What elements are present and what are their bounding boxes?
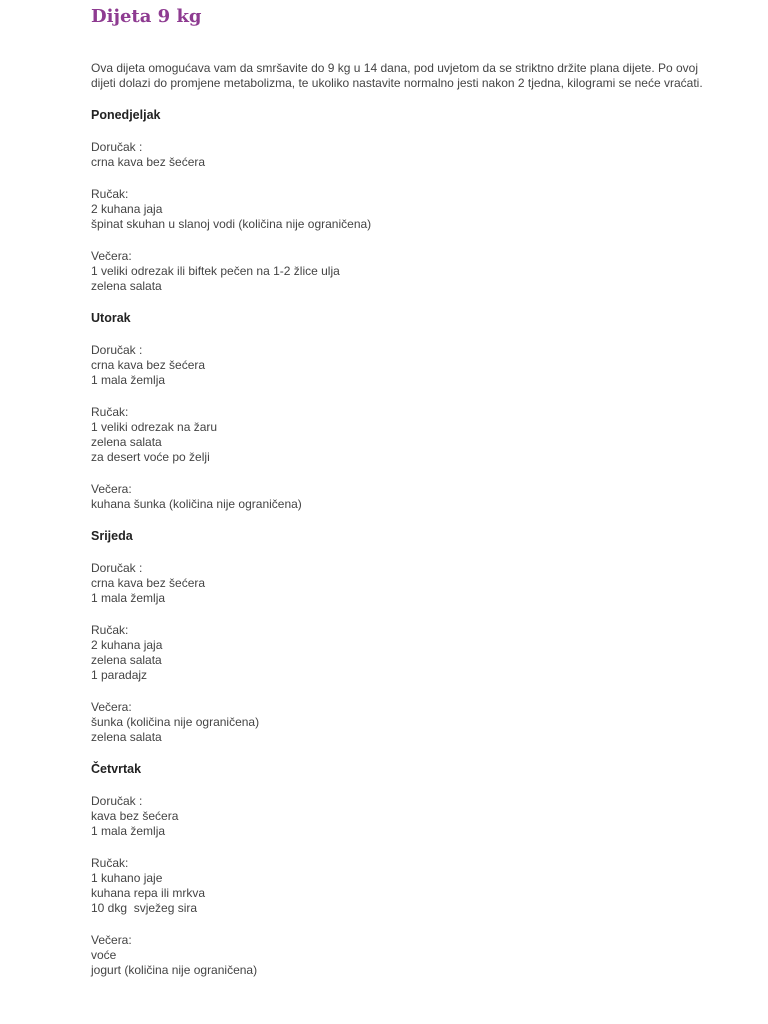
meal-item: jogurt (količina nije ograničena)	[91, 963, 258, 977]
meal-item: špinat skuhan u slanoj vodi (količina nije ograničena)	[91, 217, 372, 231]
meal-label: Večera:	[91, 482, 132, 496]
meal-item: 1 kuhano jaje	[91, 871, 163, 885]
meal-item: zelena salata	[91, 435, 162, 449]
meal-label: Večera:	[91, 933, 132, 947]
meal-item: kava bez šećera	[91, 809, 179, 823]
meal-block	[91, 933, 711, 978]
meal-label: Doručak :	[91, 794, 143, 808]
meal-label: Ručak:	[91, 623, 129, 637]
meal-label: Večera:	[91, 700, 132, 714]
meal-item: 1 mala žemlja	[91, 373, 166, 387]
day-section	[91, 529, 711, 745]
meal-block	[91, 623, 711, 683]
page-title: Dijeta 9 kg	[91, 6, 202, 27]
diet-plan	[91, 108, 711, 978]
meal-item: zelena salata	[91, 653, 162, 667]
meal-block	[91, 343, 711, 388]
meal-label: Doručak :	[91, 561, 143, 575]
meal-item: 2 kuhana jaja	[91, 202, 163, 216]
meal-block	[91, 700, 711, 745]
meal-item: 1 mala žemlja	[91, 591, 166, 605]
meal-label: Ručak:	[91, 856, 129, 870]
meal-block	[91, 140, 711, 170]
meal-block	[91, 794, 711, 839]
meal-label: Doručak :	[91, 343, 143, 357]
meal-label: Doručak :	[91, 140, 143, 154]
meal-item: kuhana repa ili mrkva	[91, 886, 206, 900]
meal-item: crna kava bez šećera	[91, 358, 206, 372]
meal-block	[91, 249, 711, 294]
day-section	[91, 108, 711, 294]
meal-item: 1 veliki odrezak ili biftek pečen na 1-2 žlice ulja	[91, 264, 340, 278]
meal-item: crna kava bez šećera	[91, 576, 206, 590]
meal-block	[91, 561, 711, 606]
day-title: Srijeda	[91, 529, 133, 543]
meal-item: voće	[91, 948, 117, 962]
meal-block	[91, 405, 711, 465]
day-title: Ponedjeljak	[91, 108, 161, 122]
meal-label: Večera:	[91, 249, 132, 263]
meal-item: kuhana šunka (količina nije ograničena)	[91, 497, 302, 511]
meal-block	[91, 482, 711, 512]
day-section	[91, 311, 711, 512]
meal-label: Ručak:	[91, 187, 129, 201]
meal-label: Ručak:	[91, 405, 129, 419]
meal-item: šunka (količina nije ograničena)	[91, 715, 260, 729]
meal-item: 10 dkg svježeg sira	[91, 901, 198, 915]
meal-item: crna kava bez šećera	[91, 155, 206, 169]
meal-item: 1 mala žemlja	[91, 824, 166, 838]
day-title: Utorak	[91, 311, 131, 325]
meal-item: zelena salata	[91, 279, 162, 293]
meal-item: 1 veliki odrezak na žaru	[91, 420, 218, 434]
day-title: Četvrtak	[91, 762, 142, 776]
meal-item: 1 paradajz	[91, 668, 148, 682]
meal-block	[91, 187, 711, 232]
day-section	[91, 762, 711, 978]
article	[91, 0, 711, 978]
meal-item: za desert voće po želji	[91, 450, 210, 464]
intro-paragraph: Ova dijeta omogućava vam da smršavite do 9 kg u 14 dana, pod uvjetom da se striktno držite plana dijete. Po ovoj dijeti dolazi do promjene metabolizma, te ukoliko nastavite normalno jesti nakon 2 tjedna, kilogrami se neće vraćati.	[91, 61, 703, 90]
meal-item: 2 kuhana jaja	[91, 638, 163, 652]
meal-item: zelena salata	[91, 730, 162, 744]
meal-block	[91, 856, 711, 916]
